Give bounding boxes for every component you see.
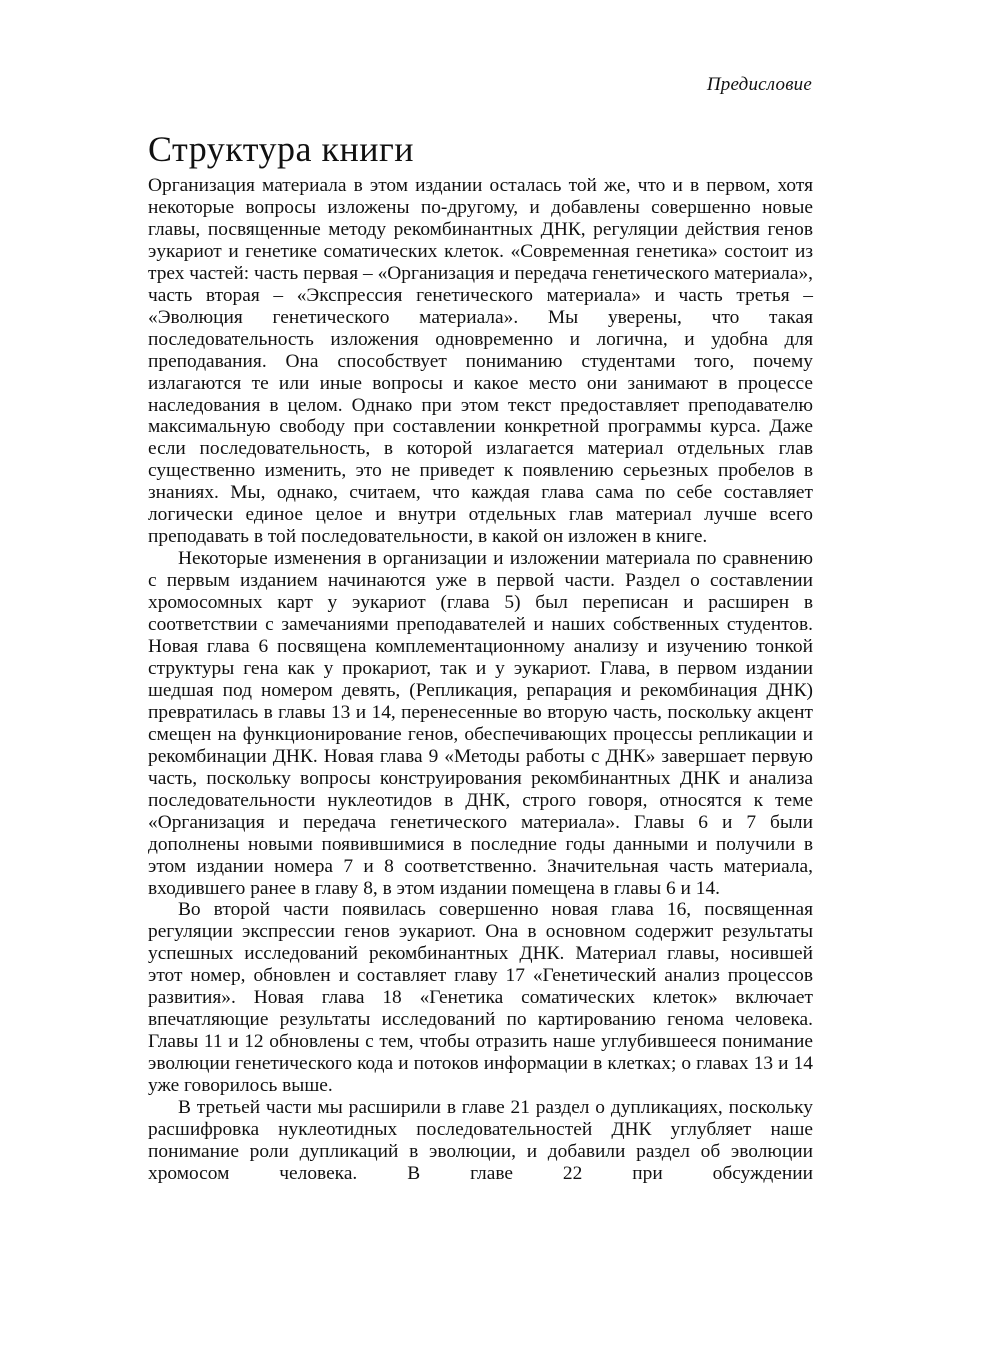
section-title: Структура книги [148,129,415,169]
paragraph-4: В третьей части мы расширили в главе 21 раздел о дупликациях, поскольку расшифровка нуклеотидных последовательностей ДНК углубляет наше понимание роли дупликаций в эволюции, и добавили раздел об эволюции хромосом человека. В главе 22 при обсуждении [148,1097,813,1184]
running-head: Предисловие [706,74,812,95]
paragraph-3: Во второй части появилась совершенно новая глава 16, посвященная регуляции экспрессии генов эукариот. Она в основном содержит результаты успешных исследований рекомбинантных ДНК. Материал главы, носившей этот номер, обновлен и составляет главу 17 «Генетический анализ процессов развития». Новая глава 18 «Генетика соматических клеток» включает впечатляющие результаты исследований по картированию генома человека. Главы 11 и 12 обновлены с тем, чтобы отразить наше углубившееся понимание эволюции генетического кода и потоков информации в клетках; о главах 13 и 14 уже говорилось выше. [148,899,813,1097]
body-text [148,175,813,1185]
paragraph-1: Организация материала в этом издании осталась той же, что и в первом, хотя некоторые вопросы изложены по-другому, и добавлены совершенно новые главы, посвященные методу рекомбинантных ДНК, регуляции действия генов эукариот и генетике соматических клеток. «Современная генетика» состоит из трех частей: часть первая – «Организация и передача генетического материала», часть вторая – «Экспрессия генетического материала» и часть третья – «Эволюция генетического материала». Мы уверены, что такая последовательность изложения одновременно и логична, и удобна для преподавания. Она способствует пониманию студентами того, почему излагаются те или иные вопросы и какое место они занимают в процессе наследования в целом. Однако при этом текст предоставляет преподавателю максимальную свободу при составлении конкретной программы курса. Даже если последовательность, в которой излагается материал отдельных глав существенно изменить, это не приведет к появлению серьезных пробелов в знаниях. Мы, однако, считаем, что каждая глава сама по себе составляет логически единое целое и внутри отдельных глав материал лучше всего преподавать в той последовательности, в какой он изложен в книге. [148,175,813,548]
paragraph-2: Некоторые изменения в организации и изложении материала по сравнению с первым изданием начинаются уже в первой части. Раздел о составлении хромосомных карт у эукариот (глава 5) был переписан и расширен в соответствии с замечаниями преподавателей и наших собственных студентов. Новая глава 6 посвящена комплементационному анализу и изучению тонкой структуры гена как у прокариот, так и у эукариот. Глава, в первом издании шедшая под номером девять, (Репликация, репарация и рекомбинация ДНК) превратилась в главы 13 и 14, перенесенные во вторую часть, поскольку акцент смещен на функционирование генов, обеспечивающих процессы репликации и рекомбинации ДНК. Новая глава 9 «Методы работы с ДНК» завершает первую часть, поскольку вопросы конструирования рекомбинантных ДНК и анализа последовательности нуклеотидов в ДНК, строго говоря, относятся к теме «Организация и передача генетического материала». Главы 6 и 7 были дополнены новыми появившимися в последние годы данными и получили в этом издании номера 7 и 8 соответственно. Значительная часть материала, входившего ранее в главу 8, в этом издании помещена в главы 6 и 14. [148,548,813,899]
